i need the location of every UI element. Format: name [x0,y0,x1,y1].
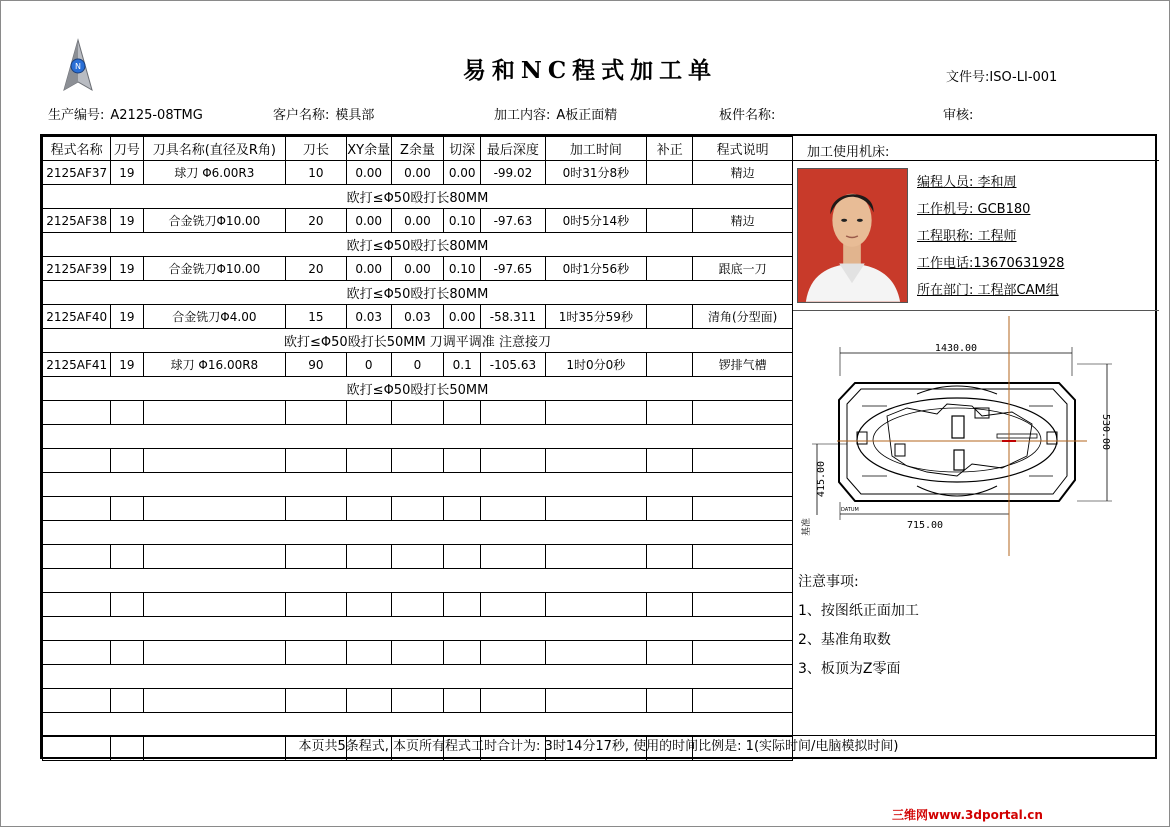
table-note-row [43,185,793,209]
empty-row [43,689,793,713]
xy-allowance: 0.00 [346,161,391,185]
table-row [43,209,793,233]
note-item: 2、基准角取数 [798,632,891,648]
page-summary: 本页共5条程式, 本页所有程式工时合计为: 3时14分17秒, 使用的时间比例是: 1(实际时间/电脑模拟时间) [42,735,1155,757]
program-name: 2125AF39 [43,257,111,281]
z-allowance: 0.00 [391,161,443,185]
empty-row [43,593,793,617]
compensation [647,257,693,281]
program-name: 2125AF38 [43,209,111,233]
customer-name-value: 模具部 [335,108,375,123]
program-name: 2125AF40 [43,305,111,329]
empty-note-row [43,665,793,689]
program-name: 2125AF37 [43,161,111,185]
tool-name: 合金铣刀Φ10.00 [143,257,286,281]
review-label: 审核: [943,108,974,123]
tool-name: 合金铣刀Φ4.00 [143,305,286,329]
empty-note-row [43,713,793,737]
tool-no: 19 [111,353,143,377]
divider [793,310,1159,311]
machining-time: 1时35分59秒 [545,305,647,329]
compensation [647,305,693,329]
page-title: 易和NC程式加工单 [462,57,718,84]
final-depth: -97.63 [481,209,545,233]
table-note-row [43,377,793,401]
final-depth: -97.65 [481,257,545,281]
z-allowance: 0.00 [391,257,443,281]
z-allowance: 0.00 [391,209,443,233]
machining-time: 0时5分14秒 [545,209,647,233]
header-description: 程式说明 [693,137,793,161]
review [943,104,979,123]
tool-name: 球刀 Φ16.00R8 [143,353,286,377]
machining-time: 0时31分8秒 [545,161,647,185]
empty-row [43,449,793,473]
job-title: 工程职称: 工程师 [917,229,1017,244]
header-machining-time: 加工时间 [545,137,647,161]
compensation [647,209,693,233]
notes-title: 注意事项: [798,574,859,590]
tool-no: 19 [111,257,143,281]
header-z-allowance: Z余量 [391,137,443,161]
customer-name-label: 客户名称: [273,108,330,123]
column-divider [792,136,793,736]
z-allowance: 0 [391,353,443,377]
description: 精边 [693,161,793,185]
tool-length: 15 [286,305,346,329]
table-row [43,353,793,377]
empty-note-row [43,569,793,593]
header-final-depth: 最后深度 [481,137,545,161]
row-note: 欧打≤Φ50殴打长80MM [43,185,793,209]
tool-length: 20 [286,209,346,233]
machine-label: 加工使用机床: [807,145,890,160]
program-name: 2125AF41 [43,353,111,377]
base-label: 基准 [802,517,812,536]
part-name [719,104,781,123]
row-note: 欧打≤Φ50殴打长80MM [43,233,793,257]
xy-allowance: 0.00 [346,257,391,281]
header-tool-name: 刀具名称(直径及R角) [143,137,286,161]
cut-depth: 0.10 [444,209,481,233]
z-allowance: 0.03 [391,305,443,329]
process-content-label: 加工内容: [494,108,551,123]
dim-x: 715.00 [906,520,944,531]
work-phone: 工作电话:13670631928 [917,256,1065,271]
note-item: 3、板顶为Z零面 [798,661,901,677]
table-note-row [43,233,793,257]
table-row [43,161,793,185]
production-number-value: A2125-08TMG [110,108,203,123]
tool-name: 合金铣刀Φ10.00 [143,209,286,233]
department: 所在部门: 工程部CAM组 [917,283,1059,298]
empty-row [43,401,793,425]
note-item: 1、按图纸正面加工 [798,603,919,619]
tool-no: 19 [111,161,143,185]
header-xy-allowance: XY余量 [346,137,391,161]
tool-length: 20 [286,257,346,281]
description: 清角(分型面) [693,305,793,329]
tool-length: 90 [286,353,346,377]
empty-note-row [43,521,793,545]
xy-allowance: 0.03 [346,305,391,329]
customer-name [273,104,374,123]
process-content-value: A板正面精 [556,108,618,123]
empty-note-row [43,473,793,497]
header-compensation: 补正 [647,137,693,161]
xy-allowance: 0 [346,353,391,377]
header-tool-no: 刀号 [111,137,143,161]
dim-y: 415.00 [816,460,827,498]
table-header-row [43,137,793,161]
part-name-label: 板件名称: [719,108,776,123]
xy-allowance: 0.00 [346,209,391,233]
cut-depth: 0.00 [444,161,481,185]
header-tool-length: 刀长 [286,137,346,161]
table-row [43,257,793,281]
final-depth: -58.311 [481,305,545,329]
compensation [647,161,693,185]
production-number-label: 生产编号: [48,108,105,123]
empty-row [43,545,793,569]
dim-height: 530.00 [1100,413,1111,451]
tool-name: 球刀 Φ6.00R3 [143,161,286,185]
description: 跟底一刀 [693,257,793,281]
cut-depth: 0.10 [444,257,481,281]
header-program-name: 程式名称 [43,137,111,161]
row-note: 欧打≤Φ50殴打长80MM [43,281,793,305]
table-note-row [43,281,793,305]
row-note: 欧打≤Φ50殴打长50MM [43,377,793,401]
tool-no: 19 [111,209,143,233]
programmer-name: 编程人员: 李和周 [917,175,1017,190]
divider [793,160,1159,161]
description: 锣排气槽 [693,353,793,377]
program-sheet [40,134,1157,759]
row-note: 欧打≤Φ50殴打长50MM 刀调平调准 注意接刀 [43,329,793,353]
work-id: 工作机号: GCB180 [917,202,1031,217]
empty-row [43,641,793,665]
empty-note-row [43,617,793,641]
part-drawing [797,316,1137,556]
document-number: 文件号:ISO-LI-001 [946,70,1058,85]
compensation [647,353,693,377]
cut-depth: 0.1 [444,353,481,377]
empty-note-row [43,425,793,449]
cut-depth: 0.00 [444,305,481,329]
production-number [48,104,203,123]
company-logo [60,38,96,94]
program-table [42,136,793,761]
final-depth: -105.63 [481,353,545,377]
machining-time: 0时1分56秒 [545,257,647,281]
process-content [494,104,617,123]
final-depth: -99.02 [481,161,545,185]
dim-width: 1430.00 [934,343,978,354]
watermark: 三维网www.3dportal.cn [892,808,1043,822]
table-row [43,305,793,329]
tool-no: 19 [111,305,143,329]
table-note-row [43,329,793,353]
empty-row [43,497,793,521]
svg-text:N: N [75,62,81,71]
datum-label: DATUM [841,507,859,513]
programmer-photo [797,168,908,303]
machining-time: 1时0分0秒 [545,353,647,377]
tool-length: 10 [286,161,346,185]
description: 精边 [693,209,793,233]
header-cut-depth: 切深 [444,137,481,161]
